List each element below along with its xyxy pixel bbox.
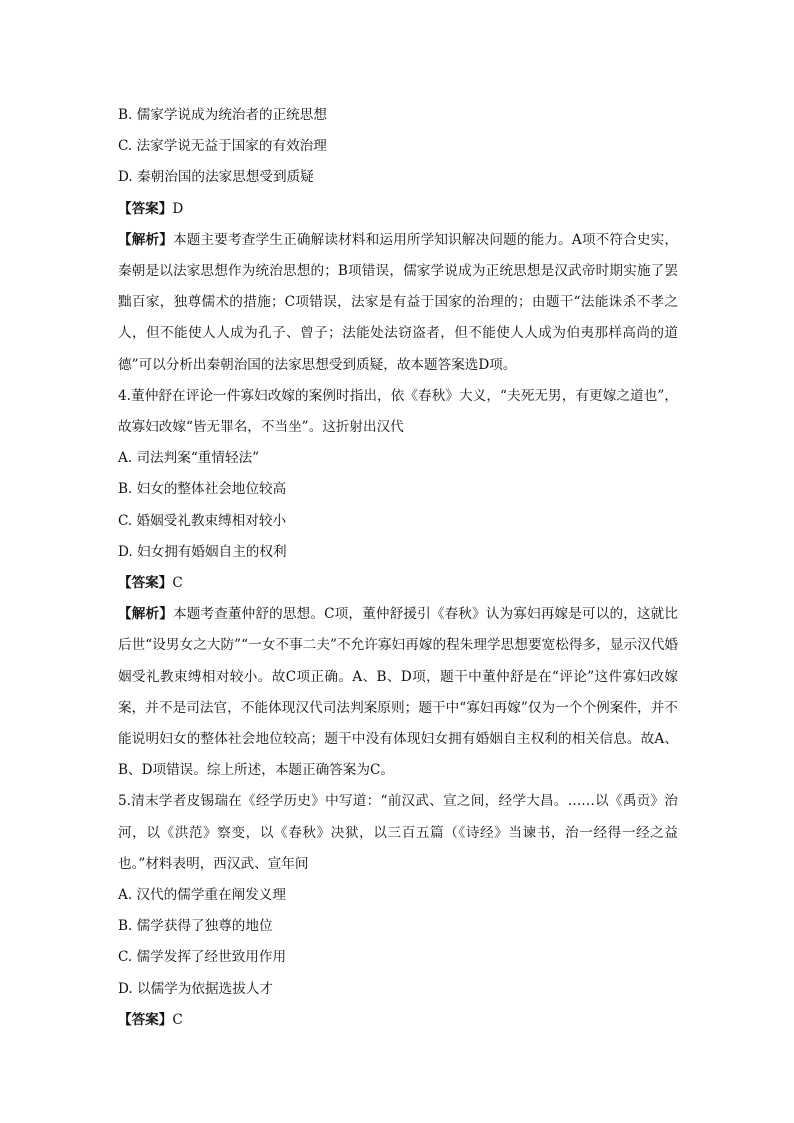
q3-option-d: D. 秦朝治国的法家思想受到质疑 <box>118 169 314 186</box>
q4-option-d: D. 妇女拥有婚姻自主的权利 <box>118 543 287 560</box>
q4-option-c: C. 婚姻受礼教束缚相对较小 <box>118 512 287 529</box>
document-page <box>118 100 678 1036</box>
answer-value: C <box>172 1011 183 1028</box>
analysis-text: 本题主要考查学生正确解读材料和运用所学知识解决问题的能力。A项不符合史实，秦朝是以法家思想作为统治思想的；B项错误，儒家学说成为正统思想是汉武帝时期实施了罢黜百家，独尊儒术的措施；C项错误，法家是有益于国家的治理的；由题干“法能诛杀不孝之人，但不能使人人成为孔子、曾子；法能处法窃盗者，但不能使人人成为伯夷那样高尚的道德”可以分析出秦朝治国的法家思想受到质疑，故本题答案选D项。 <box>118 231 679 373</box>
q3-analysis <box>118 225 678 381</box>
q3-option-b: B. 儒家学说成为统治者的正统思想 <box>118 107 327 123</box>
analysis-text: 本题考查董仲舒的思想。C项，董仲舒援引《春秋》认为寡妇再嫁是可以的，这就比后世“设男女之大防”“一女不事二夫”不允许寡妇再嫁的程朱理学思想要宽松得多，显示汉代婚姻受礼教束缚相对较小。故C项正确。A、B、D项，题干中董仲舒是在“评论”这件寡妇改嫁案，并不是司法官，不能体现汉代司法判案原则；题干中“寡妇再嫁”仅为一个个例案件，并不能说明妇女的整体社会地位较高；题干中没有体现妇女拥有婚姻自主权利的相关信息。故A、B、D项错误。综上所述，本题正确答案为C。 <box>118 606 679 779</box>
q4-stem: 4.董仲舒在评论一件寡妇改嫁的案例时指出，依《春秋》大义，“夫死无男，有更嫁之道也”，故寡妇改嫁“皆无罪名，不当坐”。这折射出汉代 <box>118 387 678 435</box>
answer-label: 【答案】 <box>118 1011 173 1028</box>
q4-answer <box>118 568 678 599</box>
q4-option-a: A. 司法判案“重情轻法” <box>118 450 260 467</box>
answer-label: 【答案】 <box>118 200 173 217</box>
q5-option-a: A. 汉代的儒学重在阐发义理 <box>118 886 286 903</box>
analysis-label: 【解析】 <box>118 606 173 623</box>
q3-answer <box>118 194 678 225</box>
q5-option-b: B. 儒学获得了独尊的地位 <box>118 918 273 935</box>
q5-option-c: C. 儒学发挥了经世致用作用 <box>118 949 287 966</box>
answer-value: D <box>172 200 184 217</box>
q5-answer <box>118 1005 678 1036</box>
answer-label: 【答案】 <box>118 574 173 591</box>
answer-value: C <box>172 574 183 591</box>
q5-option-d: D. 以儒学为依据选拔人才 <box>118 980 273 997</box>
q5-stem: 5.清末学者皮锡瑞在《经学历史》中写道：“前汉武、宣之间，经学大昌。……以《禹贡》治河，以《洪范》察变，以《春秋》决狱，以三百五篇（《诗经》当谏书，治一经得一经之益也。”材料表明，西汉武、宣年间 <box>118 793 678 872</box>
analysis-label: 【解析】 <box>118 231 174 248</box>
q3-option-c: C. 法家学说无益于国家的有效治理 <box>118 138 327 155</box>
q4-analysis <box>118 599 678 786</box>
q4-option-b: B. 妇女的整体社会地位较高 <box>118 481 287 498</box>
